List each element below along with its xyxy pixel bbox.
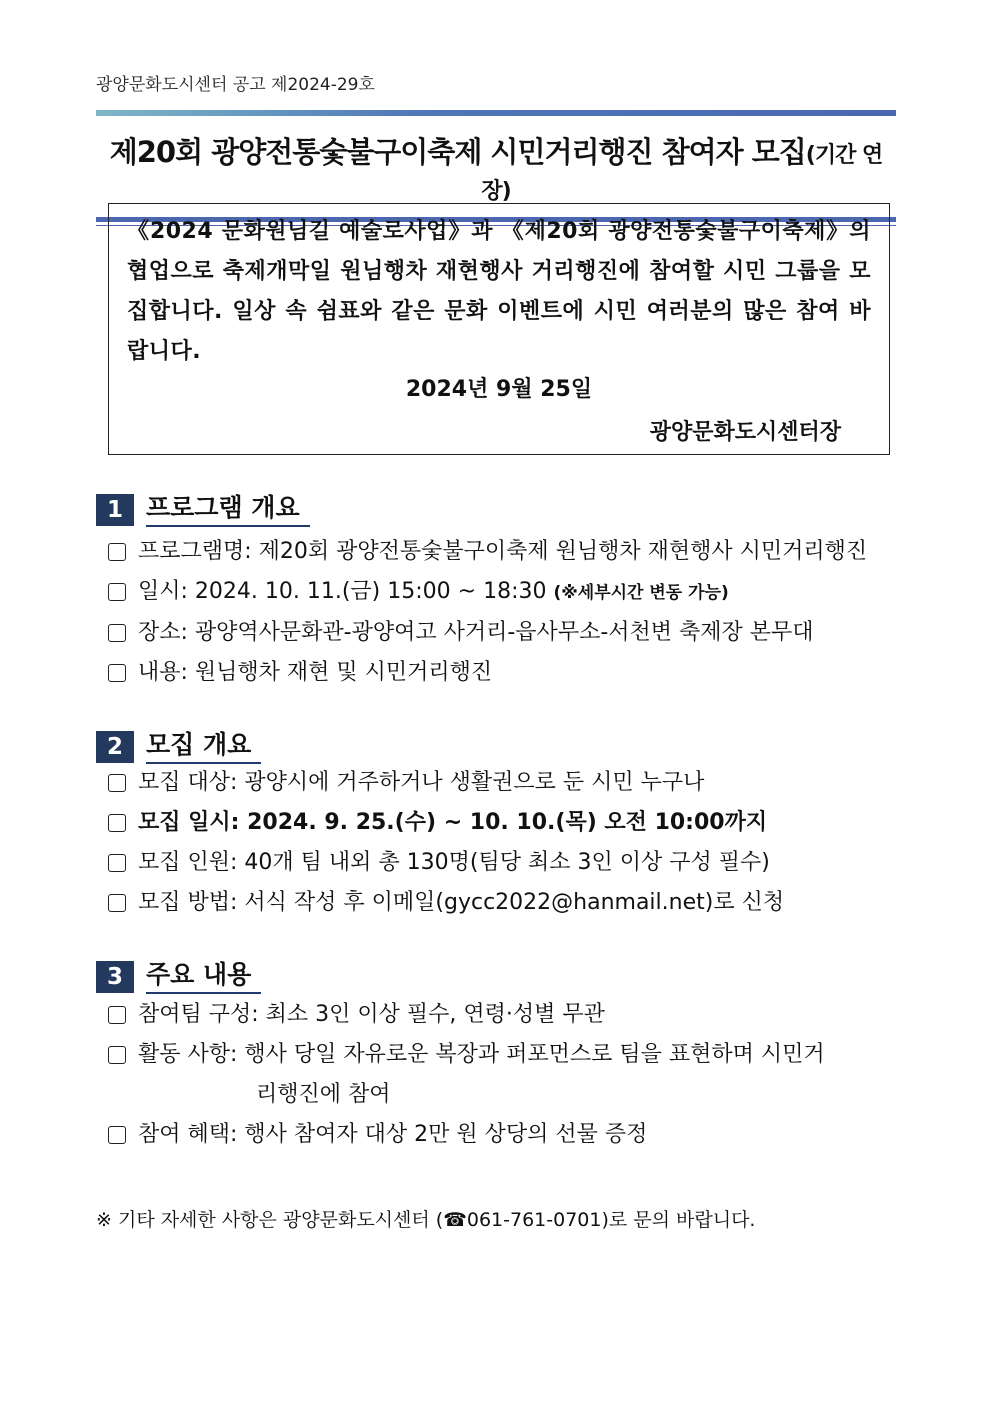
intro-box xyxy=(108,203,890,455)
list-item: 프로그램명: 제20회 광양전통숯불구이축제 원님행차 재현행사 시민거리행진 xyxy=(96,532,906,572)
checkbox-icon xyxy=(108,894,126,912)
section-header xyxy=(96,494,906,526)
checkbox-icon xyxy=(108,814,126,832)
section-header xyxy=(96,731,906,763)
list-item: 장소: 광양역사문화관-광양여고 사거리-읍사무소-서천변 축제장 본무대 xyxy=(96,613,906,653)
section-program-overview xyxy=(96,494,906,693)
title-main: 제20회 광양전통숯불구이축제 시민거리행진 참여자 모집 xyxy=(109,135,806,169)
section-title: 주요 내용 xyxy=(146,960,261,994)
checkbox-icon xyxy=(108,1126,126,1144)
section-main-content xyxy=(96,961,906,1155)
checkbox-icon xyxy=(108,664,126,682)
list-item: 모집 대상: 광양시에 거주하거나 생활권으로 둔 시민 누구나 xyxy=(96,763,906,803)
list-item: 모집 일시: 2024. 9. 25.(수) ~ 10. 10.(목) 오전 10:00까지 xyxy=(96,803,906,843)
section-number: 1 xyxy=(96,494,134,526)
intro-text: 《2024 문화원님길 예술로사업》과 《제20회 광양전통숯불구이축제》의 협업으로 축제개막일 원님행차 재현행사 거리행진에 참여할 시민 그룹을 모집합니다. 일상 속 쉼표와 같은 문화 이벤트에 시민 여러분의 많은 참여 바랍니다. xyxy=(127,219,871,364)
list-item: 내용: 원님행차 재현 및 시민거리행진 xyxy=(96,653,906,693)
list-item-continuation: 리행진에 참여 xyxy=(256,1082,391,1107)
list-item: 모집 인원: 40개 팀 내외 총 130명(팀당 최소 3인 이상 구성 필수) xyxy=(96,843,906,883)
checkbox-icon xyxy=(108,624,126,642)
section-title: 모집 개요 xyxy=(146,730,261,764)
checkbox-icon xyxy=(108,583,126,601)
intro-signer: 광양문화도시센터장 xyxy=(649,420,841,445)
page-title xyxy=(96,116,896,217)
list-item: 활동 사항: 행사 당일 자유로운 복장과 퍼포먼스로 팀을 표현하며 시민거 xyxy=(96,1035,906,1075)
section-number: 3 xyxy=(96,961,134,993)
section-recruitment-overview xyxy=(96,731,906,923)
checkbox-icon xyxy=(108,1046,126,1064)
list-item: 참여 혜택: 행사 참여자 대상 2만 원 상당의 선물 증정 xyxy=(96,1115,906,1155)
section-items xyxy=(96,995,906,1155)
list-item: 참여팀 구성: 최소 3인 이상 필수, 연령·성별 무관 xyxy=(96,995,906,1035)
checkbox-icon xyxy=(108,543,126,561)
time-note: (※세부시간 변동 가능) xyxy=(553,583,729,603)
section-items xyxy=(96,763,906,923)
intro-date: 2024년 9월 25일 xyxy=(405,377,593,402)
footer-note: ※ 기타 자세한 사항은 광양문화도시센터 (☎061-761-0701)로 문의 바랍니다. xyxy=(96,1209,756,1231)
section-number: 2 xyxy=(96,731,134,763)
list-item: 모집 방법: 서식 작성 후 이메일(gycc2022@hanmail.net)로 신청 xyxy=(96,883,906,923)
title-suffix: (기간 연장) xyxy=(481,143,883,204)
checkbox-icon xyxy=(108,1006,126,1024)
section-items xyxy=(96,532,906,693)
section-header xyxy=(96,961,906,993)
checkbox-icon xyxy=(108,854,126,872)
notice-number: 광양문화도시센터 공고 제2024-29호 xyxy=(96,75,375,95)
checkbox-icon xyxy=(108,774,126,792)
list-item: 일시: 2024. 10. 11.(금) 15:00 ~ 18:30 (※세부시간 변동 가능) xyxy=(96,572,906,613)
section-title: 프로그램 개요 xyxy=(146,493,310,527)
